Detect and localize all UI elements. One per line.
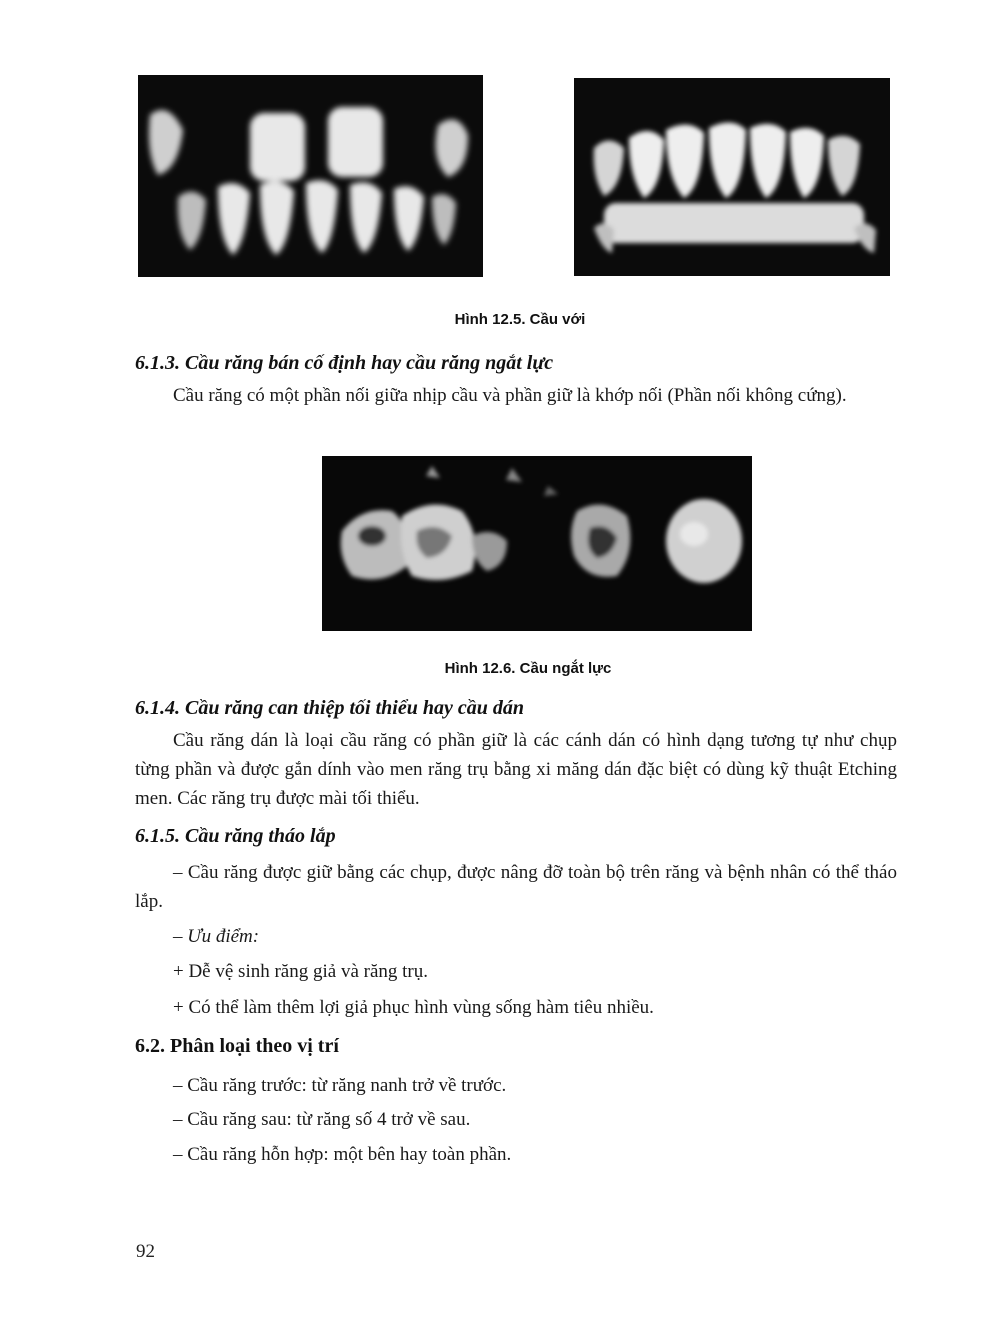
section-6-1-3-heading: 6.1.3. Cầu răng bán cố định hay cầu răng ngắt lực xyxy=(135,352,554,374)
dental-bridge-photo-image xyxy=(322,456,752,631)
section-6-1-4-heading: 6.1.4. Cầu răng can thiệp tối thiểu hay cầu dán xyxy=(135,697,524,719)
section-6-2-item-3: – Cầu răng hỗn hợp: một bên hay toàn phần. xyxy=(173,1144,512,1165)
section-6-2-item-2: – Cầu răng sau: từ răng số 4 trở về sau. xyxy=(173,1109,471,1130)
figure-12-6-caption: Hình 12.6. Cầu ngắt lực xyxy=(444,660,612,677)
section-6-1-5-advantage-1: + Dễ vệ sinh răng giả và răng trụ. xyxy=(173,961,428,982)
section-6-1-5-item-1: – Cầu răng được giữ bằng các chụp, được nâng đỡ toàn bộ trên răng và bệnh nhân có thể tháo lắp. xyxy=(135,862,897,912)
section-6-1-4-paragraph: Cầu răng dán là loại cầu răng có phần giữ là các cánh dán có hình dạng tương tự như chụp từng phần và được gắn dính vào men răng trụ bằng xi măng dán đặc biệt có dùng kỹ thuật Etching men. Các răng trụ được mài tối thiểu. xyxy=(135,730,897,809)
section-6-1-5-advantage-2: + Có thể làm thêm lợi giả phục hình vùng sống hàm tiêu nhiều. xyxy=(173,997,654,1018)
figure-12-6-photo xyxy=(322,456,752,631)
teeth-photo-right-image xyxy=(574,78,890,276)
figure-12-5-photo-right xyxy=(574,78,890,276)
figure-12-5-caption: Hình 12.5. Cầu với xyxy=(454,311,586,328)
section-6-2-item-1: – Cầu răng trước: từ răng nanh trở về trước. xyxy=(173,1075,507,1096)
figure-12-5-photo-left xyxy=(138,75,483,277)
section-6-1-5-heading: 6.1.5. Cầu răng tháo lắp xyxy=(135,825,336,847)
page-number: 92 xyxy=(136,1241,155,1262)
section-6-2-heading: 6.2. Phân loại theo vị trí xyxy=(135,1035,339,1057)
section-6-1-5-advantages-label: – Ưu điểm: xyxy=(173,926,260,947)
teeth-photo-left-image xyxy=(138,75,483,277)
section-6-1-3-paragraph: Cầu răng có một phần nối giữa nhịp cầu và phần giữ là khớp nối (Phần nối không cứng). xyxy=(173,385,847,406)
